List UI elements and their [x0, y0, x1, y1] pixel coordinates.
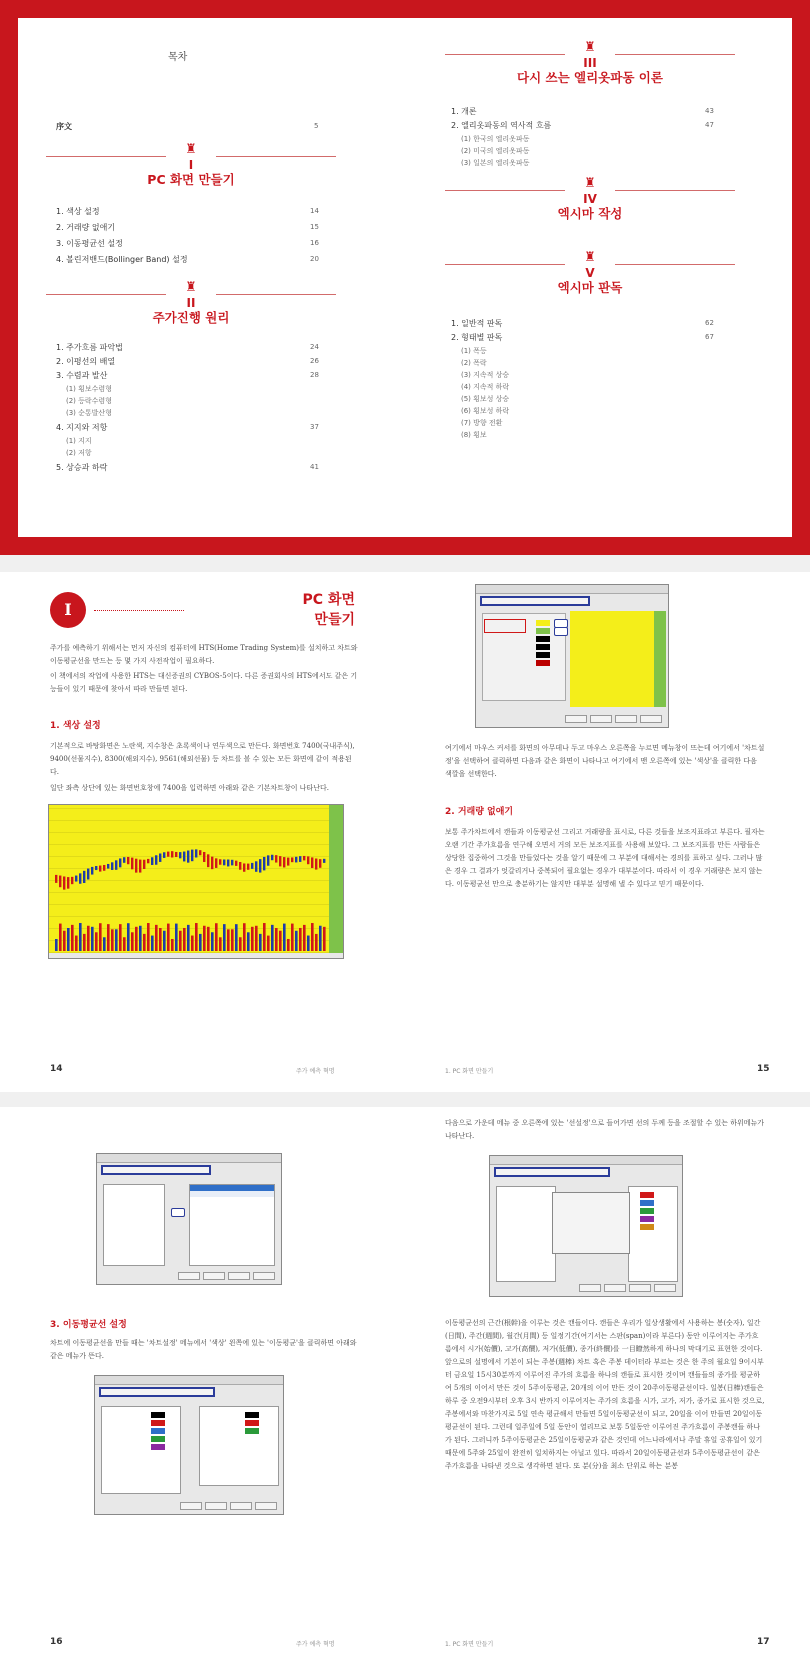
candle [107, 864, 109, 869]
candle [243, 863, 245, 871]
section-1-body: 기본적으로 바탕화면은 노란색, 지수창은 초록색이나 연두색으로 만든다. 화면번호 7400(국내주식), 9400(선물지수), 8300(해외지수), 9561(해외선물) 등 차트를 볼 수 있는 모든 화면에 같이 적용된다. [50, 742, 355, 776]
volume-bar [123, 937, 126, 951]
candle [223, 859, 225, 865]
candle [135, 859, 137, 873]
candle [263, 857, 265, 870]
candle [319, 859, 321, 868]
volume-bar [243, 923, 246, 951]
intro-paragraph-1: 주가를 예측하기 위해서는 먼저 자신의 컴퓨터에 HTS(Home Trading System)를 설치하고 차트와 이동평균선을 만드는 등 몇 가지 사전작업이 필요하다. [50, 644, 358, 665]
volume-bar [95, 932, 98, 951]
candle [251, 863, 253, 869]
volume-bar [171, 939, 174, 951]
volume-bar [75, 936, 78, 951]
candle-chart [49, 805, 329, 953]
indicator-list [103, 1184, 165, 1266]
stock-chart-screenshot [48, 804, 344, 959]
volume-bar [311, 923, 314, 951]
volume-bar [63, 931, 66, 951]
toc-item: 1. 일반적 판독 [451, 319, 503, 328]
volume-bar [175, 924, 178, 951]
page-15 [405, 572, 810, 1092]
selected-indicator-list [189, 1184, 275, 1266]
section-3-body: 차트에 이동평균선을 만들 때는 '차트설정' 메뉴에서 '색상' 왼쪽에 있는 '이동평균'을 클릭하면 아래와 같은 메뉴가 뜬다. [50, 1339, 357, 1360]
chapter-4-roman: IV [583, 192, 597, 206]
volume-bar [283, 924, 286, 951]
candle [119, 858, 121, 867]
candle [307, 856, 309, 864]
toc-subitem: (3) 지속적 상승 [461, 371, 510, 379]
candle [191, 850, 193, 862]
toc-page: 37 [310, 423, 319, 431]
right-top-paragraph: 다음으로 가운데 메뉴 중 오른쪽에 있는 '선설정'으로 들어가면 선의 두께 등을 조절할 수 있는 하위메뉴가 나타난다. [445, 1119, 765, 1140]
candle [207, 854, 209, 867]
toc-page: 28 [310, 371, 319, 379]
candle [151, 857, 153, 865]
volume-bar [211, 932, 214, 951]
toc-subitem: (4) 지속적 하락 [461, 383, 510, 391]
toc-frame [18, 18, 792, 537]
toc-page: 14 [310, 207, 319, 215]
chapter-5-roman: V [585, 266, 595, 280]
volume-bar [187, 925, 190, 951]
candle [295, 857, 297, 863]
toc-item: 1. 개론 [451, 107, 477, 116]
volume-bar [267, 936, 270, 951]
candle [171, 851, 173, 857]
volume-bar [299, 928, 302, 951]
page-number-left: 14 [50, 1064, 63, 1074]
candle [183, 852, 185, 862]
running-footer-left-2: 주가 예측 혁명 [296, 1641, 335, 1648]
candle [123, 857, 125, 863]
candle [231, 860, 233, 866]
volume-bar [263, 923, 266, 951]
volume-bar [251, 927, 254, 951]
candle [283, 857, 285, 867]
toc-subitem: (1) 지지 [66, 437, 92, 445]
volume-bar [307, 936, 310, 951]
toc-right-page [405, 18, 792, 537]
castle-icon: ♜ [185, 280, 197, 295]
indicator-dialog [96, 1153, 282, 1285]
chart-settings-dialog [475, 584, 669, 728]
running-footer-right-2: 1. PC 화면 만들기 [445, 1641, 494, 1648]
price-axis [329, 805, 343, 953]
volume-bar [139, 926, 142, 951]
volume-bar [79, 923, 82, 951]
candle [291, 857, 293, 862]
candle [55, 875, 57, 883]
volume-bar [103, 937, 106, 951]
toc-preface-label: 序文 [56, 122, 72, 131]
volume-bar [287, 939, 290, 951]
candle [211, 857, 213, 870]
volume-bar [131, 932, 134, 951]
volume-bar [207, 927, 210, 951]
chapter-4-heading [445, 176, 735, 222]
volume-bar [59, 924, 62, 951]
toc-subitem: (2) 미국의 엘리옷파동 [461, 147, 530, 155]
candle [299, 856, 301, 862]
candle [95, 866, 97, 870]
candle [67, 877, 69, 889]
volume-bar [319, 926, 322, 951]
volume-bar [155, 925, 158, 951]
toc-subitem: (2) 폭락 [461, 359, 487, 367]
candle [147, 859, 149, 863]
volume-bar [271, 925, 274, 951]
volume-bar [259, 934, 262, 951]
toc-item: 2. 형태별 판독 [451, 333, 503, 342]
page-17 [405, 1107, 810, 1662]
volume-bar [291, 924, 294, 951]
chapter-2-heading [46, 280, 336, 326]
candle [259, 859, 261, 872]
volume-bar [83, 934, 86, 951]
toc-item: 5. 상승과 하락 [56, 463, 108, 472]
chapter-2-roman: II [186, 296, 196, 310]
candle [111, 862, 113, 870]
toc-left-page [18, 18, 405, 537]
chapter-1-roman: I [188, 158, 194, 172]
chapter-5-title: 엑시마 판독 [557, 280, 623, 295]
volume-bar [71, 925, 74, 951]
volume-bar [195, 923, 198, 951]
toc-subitem: (1) 횡보수렴형 [66, 385, 112, 393]
candle [131, 858, 133, 870]
toc-heading: 목차 [168, 52, 188, 63]
candle [163, 852, 165, 858]
candle [219, 859, 221, 864]
candle [143, 860, 145, 869]
candle [63, 876, 65, 889]
chapter-title: PC 화면 만들기 [302, 592, 355, 628]
candle [75, 876, 77, 882]
candle [323, 859, 325, 863]
volume-bar [315, 934, 318, 951]
toc-item: 3. 수렴과 발산 [56, 371, 108, 380]
volume-bar [191, 936, 194, 951]
candle [71, 877, 73, 884]
candle [79, 873, 81, 883]
candle [87, 869, 89, 880]
volume-bar [147, 923, 150, 951]
candle [159, 853, 161, 861]
candle [59, 876, 61, 888]
section-1-body-2: 일단 좌측 상단에 있는 화면번호창에 7400을 입력하면 아래와 같은 기본차트창이 나타난다. [50, 784, 329, 792]
toc-item: 2. 이평선의 배열 [56, 357, 116, 366]
toc-page: 24 [310, 343, 319, 351]
spread-pages-14-15 [0, 572, 810, 1092]
section-3-title: 3. 이동평균선 설정 [50, 1320, 127, 1330]
toc-item: 2. 거래량 없애기 [56, 223, 116, 232]
candle [127, 857, 129, 864]
volume-bar [199, 934, 202, 951]
castle-icon: ♜ [584, 250, 596, 265]
chapter-1-title: PC 화면 만들기 [147, 172, 235, 187]
toc-page: 43 [705, 107, 714, 115]
castle-icon: ♜ [185, 142, 197, 157]
candle [155, 855, 157, 864]
running-footer-right: 1. PC 화면 만들기 [445, 1068, 494, 1075]
candle [239, 862, 241, 870]
candle [267, 855, 269, 865]
candle [247, 864, 249, 870]
page-16 [0, 1107, 405, 1662]
candle [271, 855, 273, 860]
candle [175, 852, 177, 857]
volume-bar [231, 929, 234, 951]
toc-page: 41 [310, 463, 319, 471]
toc-page: 16 [310, 239, 319, 247]
right-paragraph-1: 여기에서 마우스 커서를 화면의 아무데나 두고 마우스 오른쪽을 누르면 메뉴창이 뜨는데 여기에서 '차트설정'을 선택하여 클릭하면 다음과 같은 화면이 나타나고 여기에서 맨 오른쪽에 있는 '색상'을 클릭한 다음 색깔을 선택한다. [445, 744, 765, 778]
line-popup [552, 1192, 630, 1254]
candle [255, 861, 257, 871]
chapter-1-heading [46, 142, 336, 188]
volume-bar [255, 926, 258, 951]
toc-subitem: (8) 횡보 [461, 431, 487, 439]
toc-item: 1. 색상 설정 [56, 207, 100, 216]
volume-bar [239, 937, 242, 951]
volume-bar [279, 931, 282, 951]
candle [167, 852, 169, 857]
volume-bar [323, 927, 326, 951]
volume-bar [119, 924, 122, 951]
toc-preface-page: 5 [314, 122, 319, 130]
dotted-rule [94, 610, 184, 611]
page-number-right-2: 17 [757, 1637, 770, 1647]
toc-subitem: (2) 저항 [66, 449, 92, 457]
section-1-title: 1. 색상 설정 [50, 721, 101, 731]
candle [303, 856, 305, 860]
running-footer-left: 주가 예측 혁명 [296, 1068, 335, 1075]
volume-bar [167, 924, 170, 951]
toc-item: 1. 주가흐름 파악법 [56, 343, 123, 352]
volume-bar [227, 929, 230, 951]
castle-icon: ♜ [584, 40, 596, 55]
chapter-3-title: 다시 쓰는 엘리옷파동 이론 [517, 70, 663, 85]
toc-subitem: (2) 등락수렴형 [66, 397, 112, 405]
volume-bar [215, 923, 218, 951]
volume-bar [163, 931, 166, 951]
toc-page: 15 [310, 223, 319, 231]
volume-bar [115, 929, 118, 951]
volume-bar [55, 939, 58, 951]
volume-bar [111, 929, 114, 951]
toc-item: 4. 지지와 저항 [56, 423, 108, 432]
volume-bar [143, 934, 146, 951]
volume-bar [183, 928, 186, 951]
chapter-4-title: 엑시마 작성 [557, 206, 623, 221]
candle [215, 858, 217, 868]
candle [103, 865, 105, 871]
volume-bar [203, 926, 206, 951]
page-14 [0, 572, 405, 1092]
section-2-body: 보통 주가차트에서 캔들과 이동평균선 그리고 거래량을 표시로, 다른 것들을 보조지표라고 부른다. 필자는 오랜 기간 주가흐름을 연구해 오면서 거의 모든 보조지표를 사용해 보았다. 그 보조지표를 만든 사람들은 상당한 집중하여 그것을 만들었다는 것을 알기 때문에 그 부분에 대해서는 경의를 표하고 싶다. 그러나 많은 경우 그 결과가 엇갈리거나 중복되어 필요없는 경우가 대부분이다. 따라서 이 경우 거래량은 보지 않는다. 이동평균선 만으로 충분하기는 않지만 대부분 설명해 낼 수 있다고 믿기 때문이다. [445, 828, 765, 888]
section-2-title: 2. 거래량 없애기 [445, 807, 514, 817]
volume-bar [135, 927, 138, 951]
toc-subitem: (3) 순통발산형 [66, 409, 112, 417]
toc-subitem: (1) 폭등 [461, 347, 487, 355]
candle [195, 849, 197, 857]
candle [187, 851, 189, 863]
toc-subitem: (3) 일본의 엘리옷파동 [461, 159, 530, 167]
volume-bar [99, 923, 102, 951]
candle [315, 859, 317, 870]
toc-item: 4. 볼린저밴드(Bollinger Band) 설정 [56, 255, 188, 264]
volume-bar [67, 928, 70, 951]
candle [203, 852, 205, 862]
volume-bar [159, 928, 162, 951]
volume-bar [247, 932, 250, 951]
candle [91, 867, 93, 875]
moving-average-dialog [94, 1375, 284, 1515]
volume-bar [275, 928, 278, 951]
toc-page: 62 [705, 319, 714, 327]
toc-item: 3. 이동평균선 설정 [56, 239, 123, 248]
candle [83, 871, 85, 883]
candle [311, 857, 313, 868]
toc-subitem: (7) 방향 전환 [461, 419, 503, 427]
candle [179, 852, 181, 858]
candle [99, 866, 101, 872]
toc-subitem: (1) 한국의 엘리옷파동 [461, 135, 530, 143]
chapter-5-heading [445, 250, 735, 296]
toc-page: 67 [705, 333, 714, 341]
volume-bar [179, 931, 182, 951]
volume-bar [303, 925, 306, 951]
volume-bar [127, 923, 130, 951]
toc-subitem: (5) 횡보성 상승 [461, 395, 510, 403]
toc-page: 20 [310, 255, 319, 263]
toc-spread [0, 0, 810, 555]
volume-bar [91, 927, 94, 951]
volume-bar [219, 937, 222, 951]
candle [139, 860, 141, 873]
volume-bar [87, 926, 90, 951]
chapter-3-roman: III [583, 56, 597, 70]
chapter-3-heading [445, 40, 735, 86]
volume-bar [295, 931, 298, 951]
candle [227, 860, 229, 867]
candle [287, 858, 289, 866]
toc-subitem: (6) 횡보성 하락 [461, 407, 510, 415]
line-settings-dialog [489, 1155, 683, 1297]
volume-bar [223, 924, 226, 951]
toc-page: 26 [310, 357, 319, 365]
toc-page: 47 [705, 121, 714, 129]
spread-pages-16-17 [0, 1107, 810, 1662]
castle-icon: ♜ [584, 176, 596, 191]
page-number-left-2: 16 [50, 1637, 63, 1647]
volume-bar [151, 936, 154, 951]
volume-bar [107, 924, 110, 951]
candle [115, 860, 117, 870]
page-number-right: 15 [757, 1064, 770, 1074]
volume-bar [235, 924, 238, 951]
right-body: 이동평균선의 근간(根幹)을 이루는 것은 캔들이다. 캔들은 우리가 일상생활에서 사용하는 봉(숫자), 일간(日間), 주간(週間), 월간(月間) 등 일정기간(여기서는 스판(span)이라 부른다) 동안 이루어지는 주가흐름에서 시가(始價), 고가(高價), 저가(低價), 종가(終價)를 一目瞭然하게 하나의 막대기로 표현한 것이다. 앞으로의 설명에서 기본이 되는 주봉(週棒) 차트 혹은 주봉 데이터라 부르는 것은 한 주의 월요일 9이시부터 금요일 15시30분까지 이루어진 주가의 흐름을 하나의 캔들로 표시한 것이며 캔들들의 종가를 평균하여 5개의 이어서 만든 것이 5주이동평균, 20개의 이어 만든 것이 20주이동평균선이다. 일봉(日棒)캔들은 하루 중 오전9시부터 오후 3시 반까지 이루어지는 주가의 흐름을 시가, 고가, 저가, 종가로 표시한 것으로, 주봉에서와 마찬가지로 5일 연속 평균해서 만들면 5일이동평균선이 되고, 20일을 이어 만들면 20일이동평균선이 된다. 그런데 일주일에 5일 동안이 열리므로 보통 5일동안 이루어진 주가흐름이 주봉캔들 하나가 된다. 그러니까 5주이동평균은 25일이동평균과 같은 것인데 어느나라에서나 주말 휴일 공휴일이 있기 때문에 5주와 25일이 완전히 일치하지는 아닐고 있다. 따라서 20일이동평균선과 5주이동평균선이 같은 주가흐름을 나타낸 것으로 생각하면 된다. 또 분(分)을 최소 단위로 하는 분봉 [445, 1319, 765, 1470]
candle [235, 861, 237, 866]
candle [279, 856, 281, 866]
intro-paragraph-2: 이 책에서의 작업에 사용한 HTS는 대신증권의 CYBOS-5이다. 다른 증권회사의 HTS에서도 같은 기능들이 있기 때문에 찾아서 따라 만들면 된다. [50, 672, 358, 693]
candle [199, 850, 201, 855]
toc-item: 2. 엘리옷파동의 역사적 흐름 [451, 121, 552, 130]
chapter-badge: I [50, 592, 86, 628]
chapter-2-title: 주가진행 원리 [152, 310, 230, 325]
candle [275, 855, 277, 862]
